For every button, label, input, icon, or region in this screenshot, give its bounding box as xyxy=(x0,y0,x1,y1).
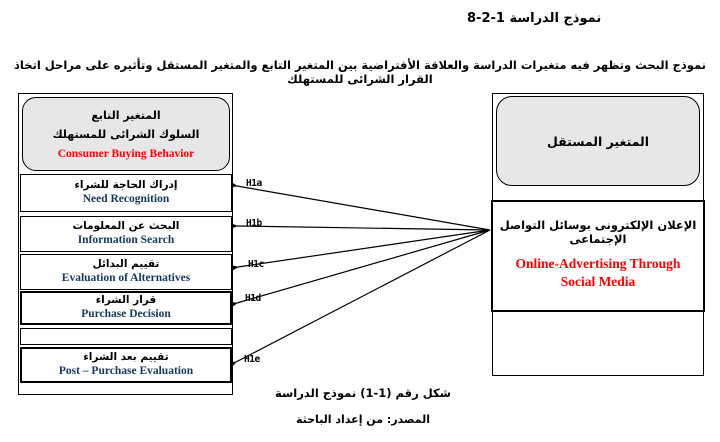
stage-label-en: Post – Purchase Evaluation xyxy=(58,365,194,378)
model-description: نموذج البحث وتظهر فيه متغيرات الدراسة والعلاقة الأفتراضية بين المتغير التابع والمتغير المستقل وتأثيره على مراحل اتخاذ القرار الشرائى للمستهلك xyxy=(14,58,706,86)
hypothesis-label-h1b: H1b xyxy=(246,218,262,229)
stage-purchase-decision xyxy=(20,291,232,325)
stage-label-en: Evaluation of Alternatives xyxy=(61,272,191,285)
independent-variable-header xyxy=(496,96,700,186)
hypothesis-label-h1d: H1d xyxy=(245,293,261,304)
hypothesis-label-h1a: H1a xyxy=(246,178,262,189)
source-note: المصدر: من إعداد الباحثة xyxy=(295,413,431,426)
spacer-row xyxy=(20,328,232,345)
stage-label-ar: إدراك الحاجة للشراء xyxy=(74,179,178,192)
section-heading: 8-2-1 نموذج الدراسة xyxy=(467,11,602,26)
stage-label-ar: البحث عن المعلومات xyxy=(72,220,180,233)
independent-body-ar: الإعلان الإلكترونى بوسائل التواصل الإجتماعى xyxy=(499,218,697,246)
arrow-h1e xyxy=(236,230,490,362)
dependent-label-en: Consumer Buying Behavior xyxy=(57,147,195,160)
hypothesis-arrows xyxy=(232,168,494,374)
stage-need-recognition xyxy=(20,174,232,212)
dependent-label-ar: المتغير التابع xyxy=(91,108,161,122)
independent-variable-body xyxy=(491,200,705,312)
hypothesis-label-h1e: H1e xyxy=(244,354,260,365)
arrow-h1d xyxy=(237,230,490,303)
independent-label-ar: المتغير المستقل xyxy=(546,133,650,149)
stage-label-en: Information Search xyxy=(77,234,175,247)
stage-label-ar: تقييم بعد الشراء xyxy=(83,351,169,364)
stage-label-en: Purchase Decision xyxy=(81,308,171,321)
hypothesis-label-h1c: H1c xyxy=(248,259,264,270)
stage-label-ar: تقييم البدائل xyxy=(92,258,160,271)
stage-information-search xyxy=(20,216,232,252)
arrow-h1a xyxy=(237,186,490,230)
arrow-h1b xyxy=(237,226,490,230)
figure-caption: شكل رقم (1-1) نموذج الدراسة xyxy=(275,386,451,400)
dependent-variable-header xyxy=(22,97,230,171)
arrow-h1c xyxy=(238,230,490,267)
stage-label-en: Need Recognition xyxy=(82,193,170,206)
stage-evaluation-of-alternatives xyxy=(20,254,232,290)
stage-post-purchase-evaluation xyxy=(20,347,232,383)
independent-body-en: Online-Advertising Through Social Media xyxy=(515,256,681,290)
dependent-sublabel-ar: السلوك الشرائى للمستهلك xyxy=(52,128,200,141)
stage-label-ar: قرار الشراء xyxy=(95,294,157,307)
